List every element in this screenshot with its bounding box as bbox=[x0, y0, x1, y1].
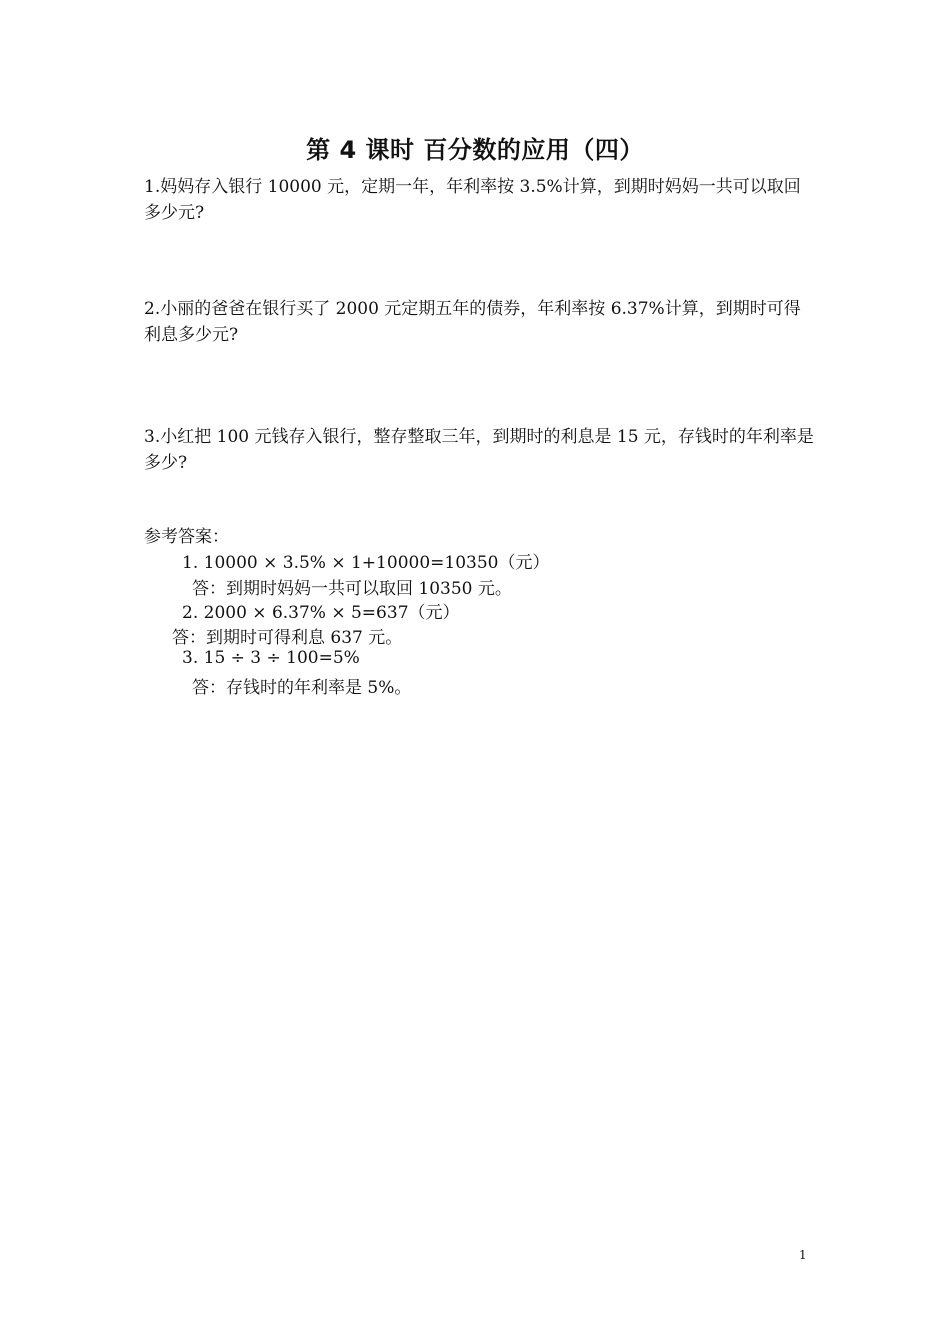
question-2: 2.小丽的爸爸在银行买了 2000 元定期五年的债券，年利率按 6.37%计算，到期时可得利息多少元? bbox=[144, 299, 801, 345]
answer-2-text: 答：到期时可得利息 637 元。 bbox=[172, 628, 403, 648]
answers-heading: 参考答案： bbox=[144, 527, 229, 547]
answer-1-formula: 1. 10000 × 3.5% × 1+10000=10350（元） bbox=[182, 553, 550, 573]
answer-1-text: 答：到期时妈妈一共可以取回 10350 元。 bbox=[192, 579, 512, 599]
page-title: 第 4 课时 百分数的应用（四） bbox=[306, 136, 644, 164]
answer-2-formula: 2. 2000 × 6.37% × 5=637（元） bbox=[182, 603, 460, 623]
page-number: 1 bbox=[799, 1248, 807, 1262]
question-3: 3.小红把 100 元钱存入银行，整存整取三年，到期时的利息是 15 元，存钱时的年利率是多少? bbox=[144, 427, 814, 473]
question-1: 1.妈妈存入银行 10000 元，定期一年，年利率按 3.5%计算，到期时妈妈一共可以取回多少元? bbox=[144, 177, 801, 223]
answer-3-text: 答：存钱时的年利率是 5%。 bbox=[192, 678, 412, 698]
answer-3-formula: 3. 15 ÷ 3 ÷ 100=5% bbox=[182, 648, 360, 668]
